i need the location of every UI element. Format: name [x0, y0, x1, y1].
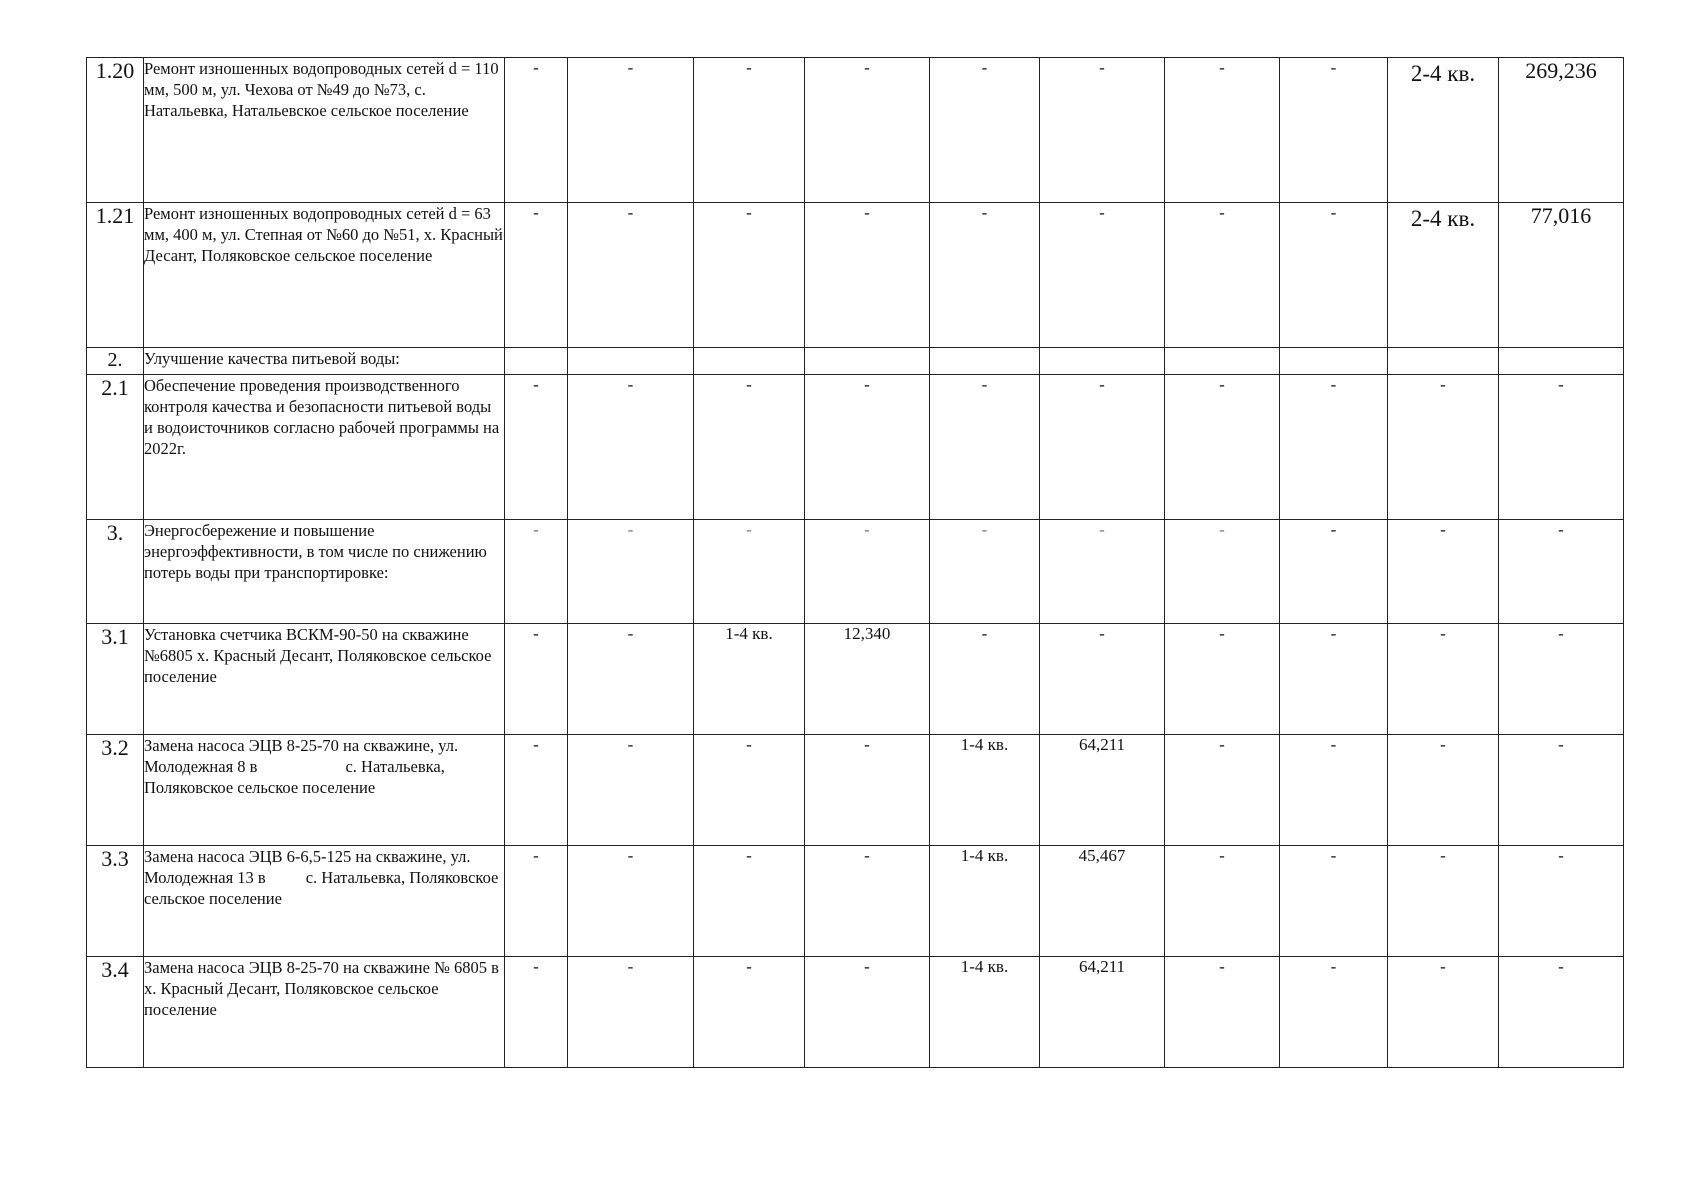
table-cell: [1280, 348, 1388, 375]
table-cell: -: [930, 375, 1040, 520]
table-cell: [1165, 348, 1280, 375]
row-description: Ремонт изношенных водопроводных сетей d = 110 мм, 500 м, ул. Чехова от №49 до №73, с. Натальевка, Натальевское сельское поселение: [144, 58, 505, 203]
table-cell: -: [568, 846, 694, 957]
row-description: Улучшение качества питьевой воды:: [144, 348, 505, 375]
table-cell: -: [694, 957, 805, 1068]
row-number: 3.2: [87, 735, 144, 846]
table-cell: -: [1040, 203, 1165, 348]
table-cell: -: [505, 624, 568, 735]
table-cell: -: [1165, 846, 1280, 957]
plan-table: [86, 57, 1624, 1068]
table-cell: -: [805, 735, 930, 846]
row-description: Замена насоса ЭЦВ 8-25-70 на скважине № 6805 в х. Красный Десант, Поляковское сельское поселение: [144, 957, 505, 1068]
table-cell: -: [1040, 520, 1165, 624]
table-cell: -: [930, 58, 1040, 203]
table-cell: -: [568, 957, 694, 1068]
table-cell: -: [694, 203, 805, 348]
table-cell: -: [694, 846, 805, 957]
row-description: Установка счетчика ВСКМ-90-50 на скважине №6805 х. Красный Десант, Поляковское сельское поселение: [144, 624, 505, 735]
section-row: [87, 348, 1624, 375]
quarter-cell: 1-4 кв.: [930, 957, 1040, 1068]
table-cell: -: [1165, 624, 1280, 735]
row-number: 3.4: [87, 957, 144, 1068]
description-part: Замена насоса ЭЦВ 6-6,5-125 на скважине, ул. Молодежная 13 в: [144, 847, 471, 887]
table-cell: [1499, 348, 1624, 375]
amount-cell: 77,016: [1499, 203, 1624, 348]
table-cell: -: [1499, 624, 1624, 735]
amount-cell: 45,467: [1040, 846, 1165, 957]
table-cell: -: [805, 957, 930, 1068]
table-cell: -: [1165, 735, 1280, 846]
table-cell: -: [568, 375, 694, 520]
table-cell: -: [805, 846, 930, 957]
row-description: Энергосбережение и повышение энергоэффективности, в том числе по снижению потерь воды при транспортировке:: [144, 520, 505, 624]
table-cell: -: [1165, 203, 1280, 348]
description-part: с. Натальевка, Поляковское сельское поселение: [144, 757, 445, 797]
row-number: 1.21: [87, 203, 144, 348]
table-cell: -: [505, 375, 568, 520]
table-cell: -: [694, 375, 805, 520]
row-number: 3.3: [87, 846, 144, 957]
table-cell: -: [1165, 375, 1280, 520]
table-cell: -: [568, 58, 694, 203]
row-description: [144, 735, 505, 846]
table-row: [87, 375, 1624, 520]
amount-cell: 64,211: [1040, 957, 1165, 1068]
table-cell: -: [1165, 58, 1280, 203]
row-number: 3.: [87, 520, 144, 624]
table-cell: [505, 348, 568, 375]
table-cell: [930, 348, 1040, 375]
row-number: 2.: [87, 348, 144, 375]
amount-cell: 269,236: [1499, 58, 1624, 203]
table-cell: -: [1388, 375, 1499, 520]
row-description: Обеспечение проведения производственного контроля качества и безопасности питьевой воды и водоисточников согласно рабочей программы на 2022г.: [144, 375, 505, 520]
table-cell: -: [568, 735, 694, 846]
quarter-cell: 1-4 кв.: [694, 624, 805, 735]
table-cell: -: [1388, 520, 1499, 624]
table-cell: -: [1040, 58, 1165, 203]
table-cell: -: [1280, 957, 1388, 1068]
table-row: [87, 203, 1624, 348]
table-row: [87, 846, 1624, 957]
table-cell: [805, 348, 930, 375]
table-cell: -: [1499, 520, 1624, 624]
section-row: [87, 520, 1624, 624]
table-cell: [568, 348, 694, 375]
table-cell: -: [1499, 375, 1624, 520]
amount-cell: 64,211: [1040, 735, 1165, 846]
description-part: Замена насоса ЭЦВ 8-25-70 на скважине, ул. Молодежная 8 в: [144, 736, 459, 776]
table-cell: -: [1280, 375, 1388, 520]
table-cell: -: [1388, 624, 1499, 735]
table-cell: -: [568, 520, 694, 624]
table-row: [87, 957, 1624, 1068]
row-description: Ремонт изношенных водопроводных сетей d = 63 мм, 400 м, ул. Степная от №60 до №51, х. Красный Десант, Поляковское сельское поселение: [144, 203, 505, 348]
table-row: [87, 58, 1624, 203]
table-cell: -: [1388, 957, 1499, 1068]
table-cell: -: [1388, 846, 1499, 957]
table-cell: [1040, 348, 1165, 375]
table-cell: -: [694, 58, 805, 203]
table-cell: -: [505, 846, 568, 957]
table-cell: -: [1040, 624, 1165, 735]
table-cell: -: [505, 203, 568, 348]
row-number: 3.1: [87, 624, 144, 735]
table-cell: [694, 348, 805, 375]
quarter-cell: 1-4 кв.: [930, 735, 1040, 846]
table-row: [87, 624, 1624, 735]
table-cell: -: [568, 203, 694, 348]
description-part: с. Натальевка, Поляковское сельское поселение: [144, 868, 499, 908]
table-cell: -: [1499, 846, 1624, 957]
quarter-cell: 2-4 кв.: [1388, 203, 1499, 348]
table-cell: -: [805, 203, 930, 348]
quarter-cell: 2-4 кв.: [1388, 58, 1499, 203]
table-cell: -: [1280, 58, 1388, 203]
table-cell: -: [1280, 846, 1388, 957]
row-description: [144, 846, 505, 957]
table-cell: -: [1499, 735, 1624, 846]
table-cell: -: [1040, 375, 1165, 520]
table-cell: -: [930, 520, 1040, 624]
table-cell: -: [930, 624, 1040, 735]
table-cell: -: [1280, 735, 1388, 846]
table-cell: [1388, 348, 1499, 375]
table-cell: -: [1165, 957, 1280, 1068]
table-cell: -: [694, 735, 805, 846]
table-cell: -: [805, 58, 930, 203]
amount-cell: 12,340: [805, 624, 930, 735]
table-cell: -: [1388, 735, 1499, 846]
quarter-cell: 1-4 кв.: [930, 846, 1040, 957]
table-cell: -: [505, 735, 568, 846]
table-cell: -: [805, 520, 930, 624]
table-cell: -: [1165, 520, 1280, 624]
row-number: 1.20: [87, 58, 144, 203]
table-cell: -: [1280, 203, 1388, 348]
table-cell: -: [568, 624, 694, 735]
table-cell: -: [505, 520, 568, 624]
table-cell: -: [930, 203, 1040, 348]
table-cell: -: [505, 58, 568, 203]
table-cell: -: [505, 957, 568, 1068]
table-cell: -: [1280, 520, 1388, 624]
table-cell: -: [1499, 957, 1624, 1068]
table-cell: -: [805, 375, 930, 520]
table-row: [87, 735, 1624, 846]
row-number: 2.1: [87, 375, 144, 520]
table-cell: -: [1280, 624, 1388, 735]
table-cell: -: [694, 520, 805, 624]
